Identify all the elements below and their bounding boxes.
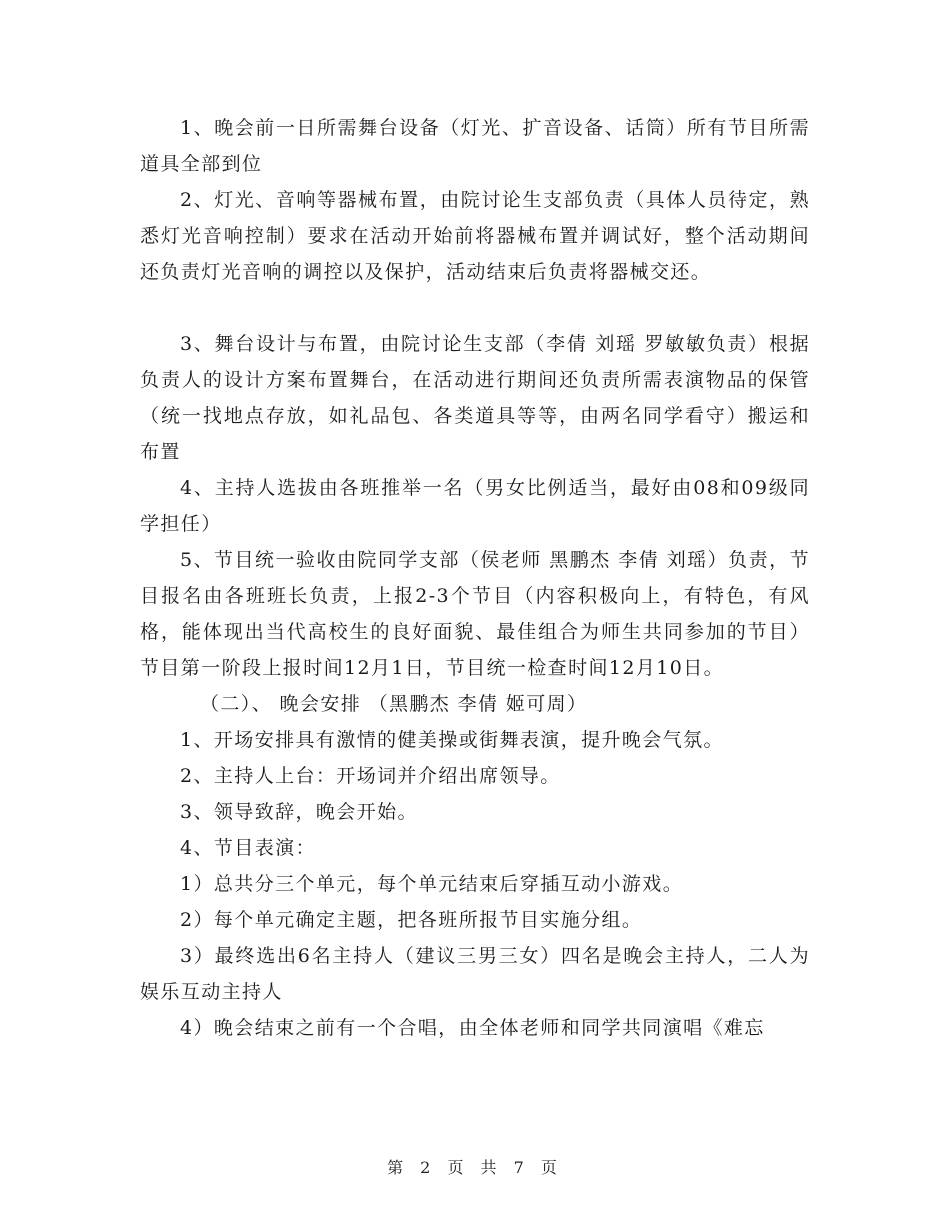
- section-heading-arrangement: （二）、 晚会安排 （黑鹏杰 李倩 姬可周）: [200, 693, 588, 715]
- paragraph-hosts-final: 3）最终选出6名主持人（建议三男三女）四名是晚会主持人，二人为娱乐互动主持人: [140, 945, 810, 1003]
- paragraph-stage-equipment: 1、晚会前一日所需舞台设备（灯光、扩音设备、话筒）所有节目所需道具全部到位: [140, 117, 810, 175]
- paragraph-leader-speech: 3、领导致辞，晚会开始。: [180, 801, 418, 823]
- paragraph-program-review: 5、节目统一验收由院同学支部（侯老师 黑鹏杰 李倩 刘瑶）负责，节目报名由各班班长负责，上报2-3个节目（内容积极向上，有特色，有风格，能体现出当代高校生的良好面貌、最佳组合为师生共同参加的节目） 节目第一阶段上报时间12月1日，节目统一检查时间12月10日。: [140, 549, 810, 679]
- paragraph-opening: 1、开场安排具有激情的健美操或街舞表演，提升晚会气氛。: [180, 729, 724, 751]
- paragraph-performance: 4、节目表演：: [180, 837, 316, 859]
- page-footer: 第 2 页 共 7 页: [387, 1158, 563, 1177]
- paragraph-stage-design: 3、舞台设计与布置，由院讨论生支部（李倩 刘瑶 罗敏敏负责）根据负责人的设计方案布置舞台，在活动进行期间还负责所需表演物品的保管（统一找地点存放，如礼品包、各类道具等等，由两名同学看守）搬运和布置: [140, 333, 810, 463]
- paragraph-lighting-sound: 2、灯光、音响等器械布置，由院讨论生支部负责（具体人员待定，熟悉灯光音响控制）要求在活动开始前将器械布置并调试好，整个活动期间还负责灯光音响的调控以及保护，活动结束后负责将器械交还。: [140, 189, 810, 283]
- paragraph-host-selection: 4、主持人选拔由各班推举一名（男女比例适当，最好由08和09级同学担任）: [140, 477, 810, 535]
- document-body: [140, 110, 810, 1046]
- paragraph-units: 1）总共分三个单元，每个单元结束后穿插互动小游戏。: [180, 873, 684, 895]
- paragraph-host-on-stage: 2、主持人上台：开场词并介绍出席领导。: [180, 765, 561, 787]
- paragraph-themes: 2）每个单元确定主题，把各班所报节目实施分组。: [180, 909, 643, 931]
- paragraph-chorus: 4）晚会结束之前有一个合唱，由全体老师和同学共同演唱《难忘: [180, 1017, 765, 1039]
